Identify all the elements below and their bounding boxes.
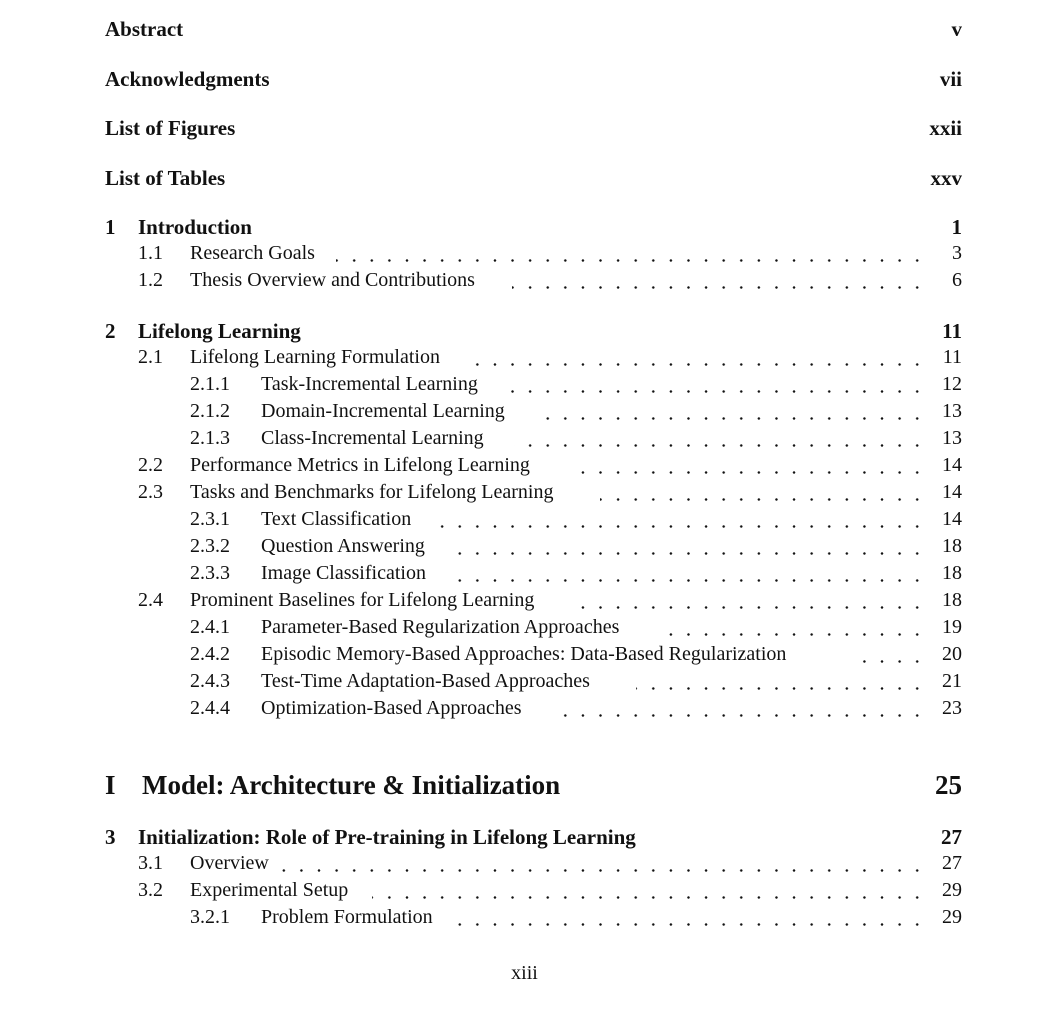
- toc-entry-title: Research Goals: [190, 242, 315, 264]
- toc-entry-page: 11: [942, 346, 962, 368]
- toc-section-2-3: [0, 481, 1049, 507]
- toc-entry-number: 2.3.1: [190, 508, 230, 530]
- dot-leader: [450, 566, 926, 586]
- page-number-footer: xiii: [511, 962, 538, 984]
- toc-entry-number: 3.1: [138, 852, 163, 874]
- toc-entry-page: 29: [942, 879, 962, 901]
- toc-entry-acknowledgments: [0, 67, 1049, 93]
- toc-entry-title: Lifelong Learning: [138, 319, 301, 343]
- toc-entry-number: 2.3.3: [190, 562, 230, 584]
- toc-entry-number: 2.1: [138, 346, 163, 368]
- toc-entry-page: 13: [942, 427, 962, 449]
- toc-subsection-2-3-3: [0, 562, 1049, 588]
- toc-entry-page: 27: [942, 852, 962, 874]
- toc-section-2-1: [0, 346, 1049, 372]
- toc-entry-number: 3.2: [138, 879, 163, 901]
- dot-leader: [560, 701, 926, 721]
- toc-section-3-1: [0, 852, 1049, 878]
- toc-subsection-2-3-2: [0, 535, 1049, 561]
- toc-subsection-2-4-4: [0, 697, 1049, 723]
- toc-chapter-1: [0, 215, 1049, 241]
- toc-entry-page: 18: [942, 589, 962, 611]
- toc-entry-title: Overview: [190, 852, 269, 874]
- toc-subsection-2-4-3: [0, 670, 1049, 696]
- toc-entry-page: vii: [939, 67, 962, 91]
- toc-entry-title: Problem Formulation: [261, 906, 433, 928]
- toc-entry-page: 21: [942, 670, 962, 692]
- toc-entry-list-of-figures: [0, 116, 1049, 142]
- dot-leader: [336, 246, 926, 266]
- toc-chapter-3: [0, 825, 1049, 851]
- toc-entry-page: 23: [942, 697, 962, 719]
- toc-entry-title: Introduction: [138, 215, 252, 239]
- dot-leader: [474, 350, 926, 370]
- toc-part-page: 25: [935, 770, 962, 800]
- toc-section-1-1: [0, 242, 1049, 268]
- toc-part-number: I: [105, 770, 116, 800]
- toc-part-1: [0, 770, 1049, 804]
- toc-subsection-2-1-3: [0, 427, 1049, 453]
- dot-leader: [372, 883, 926, 903]
- toc-entry-number: 2.2: [138, 454, 163, 476]
- toc-section-2-2: [0, 454, 1049, 480]
- toc-entry-number: 1.2: [138, 269, 163, 291]
- toc-entry-title: Question Answering: [261, 535, 425, 557]
- dot-leader: [574, 458, 926, 478]
- toc-entry-title: Text Classification: [261, 508, 412, 530]
- dot-leader: [432, 512, 926, 532]
- toc-entry-page: 13: [942, 400, 962, 422]
- toc-entry-number: 2.1.3: [190, 427, 230, 449]
- toc-entry-number: 2.1.2: [190, 400, 230, 422]
- toc-entry-title: Class-Incremental Learning: [261, 427, 484, 449]
- toc-entry-number: 2.1.1: [190, 373, 230, 395]
- dot-leader: [458, 910, 926, 930]
- toc-chapter-2: [0, 319, 1049, 345]
- toc-entry-page: 18: [942, 562, 962, 584]
- toc-entry-title: Episodic Memory-Based Approaches: Data-Based Regularization: [261, 643, 787, 665]
- toc-entry-title: List of Tables: [105, 166, 226, 190]
- toc-entry-title: Image Classification: [261, 562, 426, 584]
- toc-subsection-2-4-1: [0, 616, 1049, 642]
- toc-entry-number: 2.4.2: [190, 643, 230, 665]
- toc-entry-title: Acknowledgments: [105, 67, 270, 91]
- toc-entry-page: 14: [942, 508, 962, 530]
- toc-entry-title: Tasks and Benchmarks for Lifelong Learning: [190, 481, 554, 503]
- toc-entry-page: 1: [951, 215, 962, 239]
- toc-entry-number: 2.3.2: [190, 535, 230, 557]
- toc-section-3-2: [0, 879, 1049, 905]
- toc-entry-page: 3: [952, 242, 962, 264]
- toc-section-1-2: [0, 269, 1049, 295]
- toc-entry-title: Thesis Overview and Contributions: [190, 269, 475, 291]
- dot-leader: [514, 431, 926, 451]
- dot-leader: [512, 273, 926, 293]
- toc-entry-title: Initialization: Role of Pre-training in Lifelong Learning: [138, 825, 636, 849]
- dot-leader: [508, 377, 926, 397]
- toc-entry-number: 2.4.1: [190, 616, 230, 638]
- toc-subsection-2-3-1: [0, 508, 1049, 534]
- dot-leader: [538, 404, 926, 424]
- dot-leader: [282, 856, 926, 876]
- toc-entry-title: Domain-Incremental Learning: [261, 400, 505, 422]
- toc-subsection-2-4-2: [0, 643, 1049, 669]
- toc-subsection-2-1-1: [0, 373, 1049, 399]
- toc-entry-page: 27: [941, 825, 962, 849]
- toc-entry-title: Experimental Setup: [190, 879, 349, 901]
- toc-entry-page: 14: [942, 454, 962, 476]
- toc-entry-title: Optimization-Based Approaches: [261, 697, 522, 719]
- toc-entry-number: 2.3: [138, 481, 163, 503]
- toc-entry-title: Parameter-Based Regularization Approaches: [261, 616, 620, 638]
- dot-leader: [600, 485, 926, 505]
- dot-leader: [856, 647, 926, 667]
- toc-entry-title: Performance Metrics in Lifelong Learning: [190, 454, 530, 476]
- toc-entry-number: 2: [105, 319, 116, 343]
- toc-entry-title: Task-Incremental Learning: [261, 373, 478, 395]
- toc-entry-title: Prominent Baselines for Lifelong Learning: [190, 589, 535, 611]
- toc-entry-page: 11: [942, 319, 962, 343]
- toc-entry-page: 29: [942, 906, 962, 928]
- toc-subsection-3-2-1: [0, 906, 1049, 932]
- toc-entry-abstract: [0, 17, 1049, 43]
- dot-leader: [580, 593, 926, 613]
- toc-entry-list-of-tables: [0, 166, 1049, 192]
- toc-entry-number: 3: [105, 825, 116, 849]
- toc-entry-page: xxv: [930, 166, 962, 190]
- toc-entry-page: 14: [942, 481, 962, 503]
- toc-entry-number: 1.1: [138, 242, 163, 264]
- toc-subsection-2-1-2: [0, 400, 1049, 426]
- toc-entry-page: 6: [952, 269, 962, 291]
- toc-entry-title: Abstract: [105, 17, 184, 41]
- toc-entry-page: v: [951, 17, 962, 41]
- toc-entry-number: 2.4: [138, 589, 163, 611]
- toc-entry-page: 18: [942, 535, 962, 557]
- toc-entry-page: 20: [942, 643, 962, 665]
- toc-section-2-4: [0, 589, 1049, 615]
- toc-entry-title: Test-Time Adaptation-Based Approaches: [261, 670, 590, 692]
- dot-leader: [450, 539, 926, 559]
- toc-entry-number: 2.4.4: [190, 697, 230, 719]
- toc-part-title: Model: Architecture & Initialization: [142, 770, 561, 800]
- toc-entry-page: 12: [942, 373, 962, 395]
- toc-entry-page: xxii: [929, 116, 962, 140]
- toc-entry-number: 1: [105, 215, 116, 239]
- dot-leader: [668, 620, 926, 640]
- toc-entry-page: 19: [942, 616, 962, 638]
- dot-leader: [636, 674, 926, 694]
- toc-entry-number: 3.2.1: [190, 906, 230, 928]
- toc-entry-title: Lifelong Learning Formulation: [190, 346, 440, 368]
- toc-entry-title: List of Figures: [105, 116, 236, 140]
- toc-entry-number: 2.4.3: [190, 670, 230, 692]
